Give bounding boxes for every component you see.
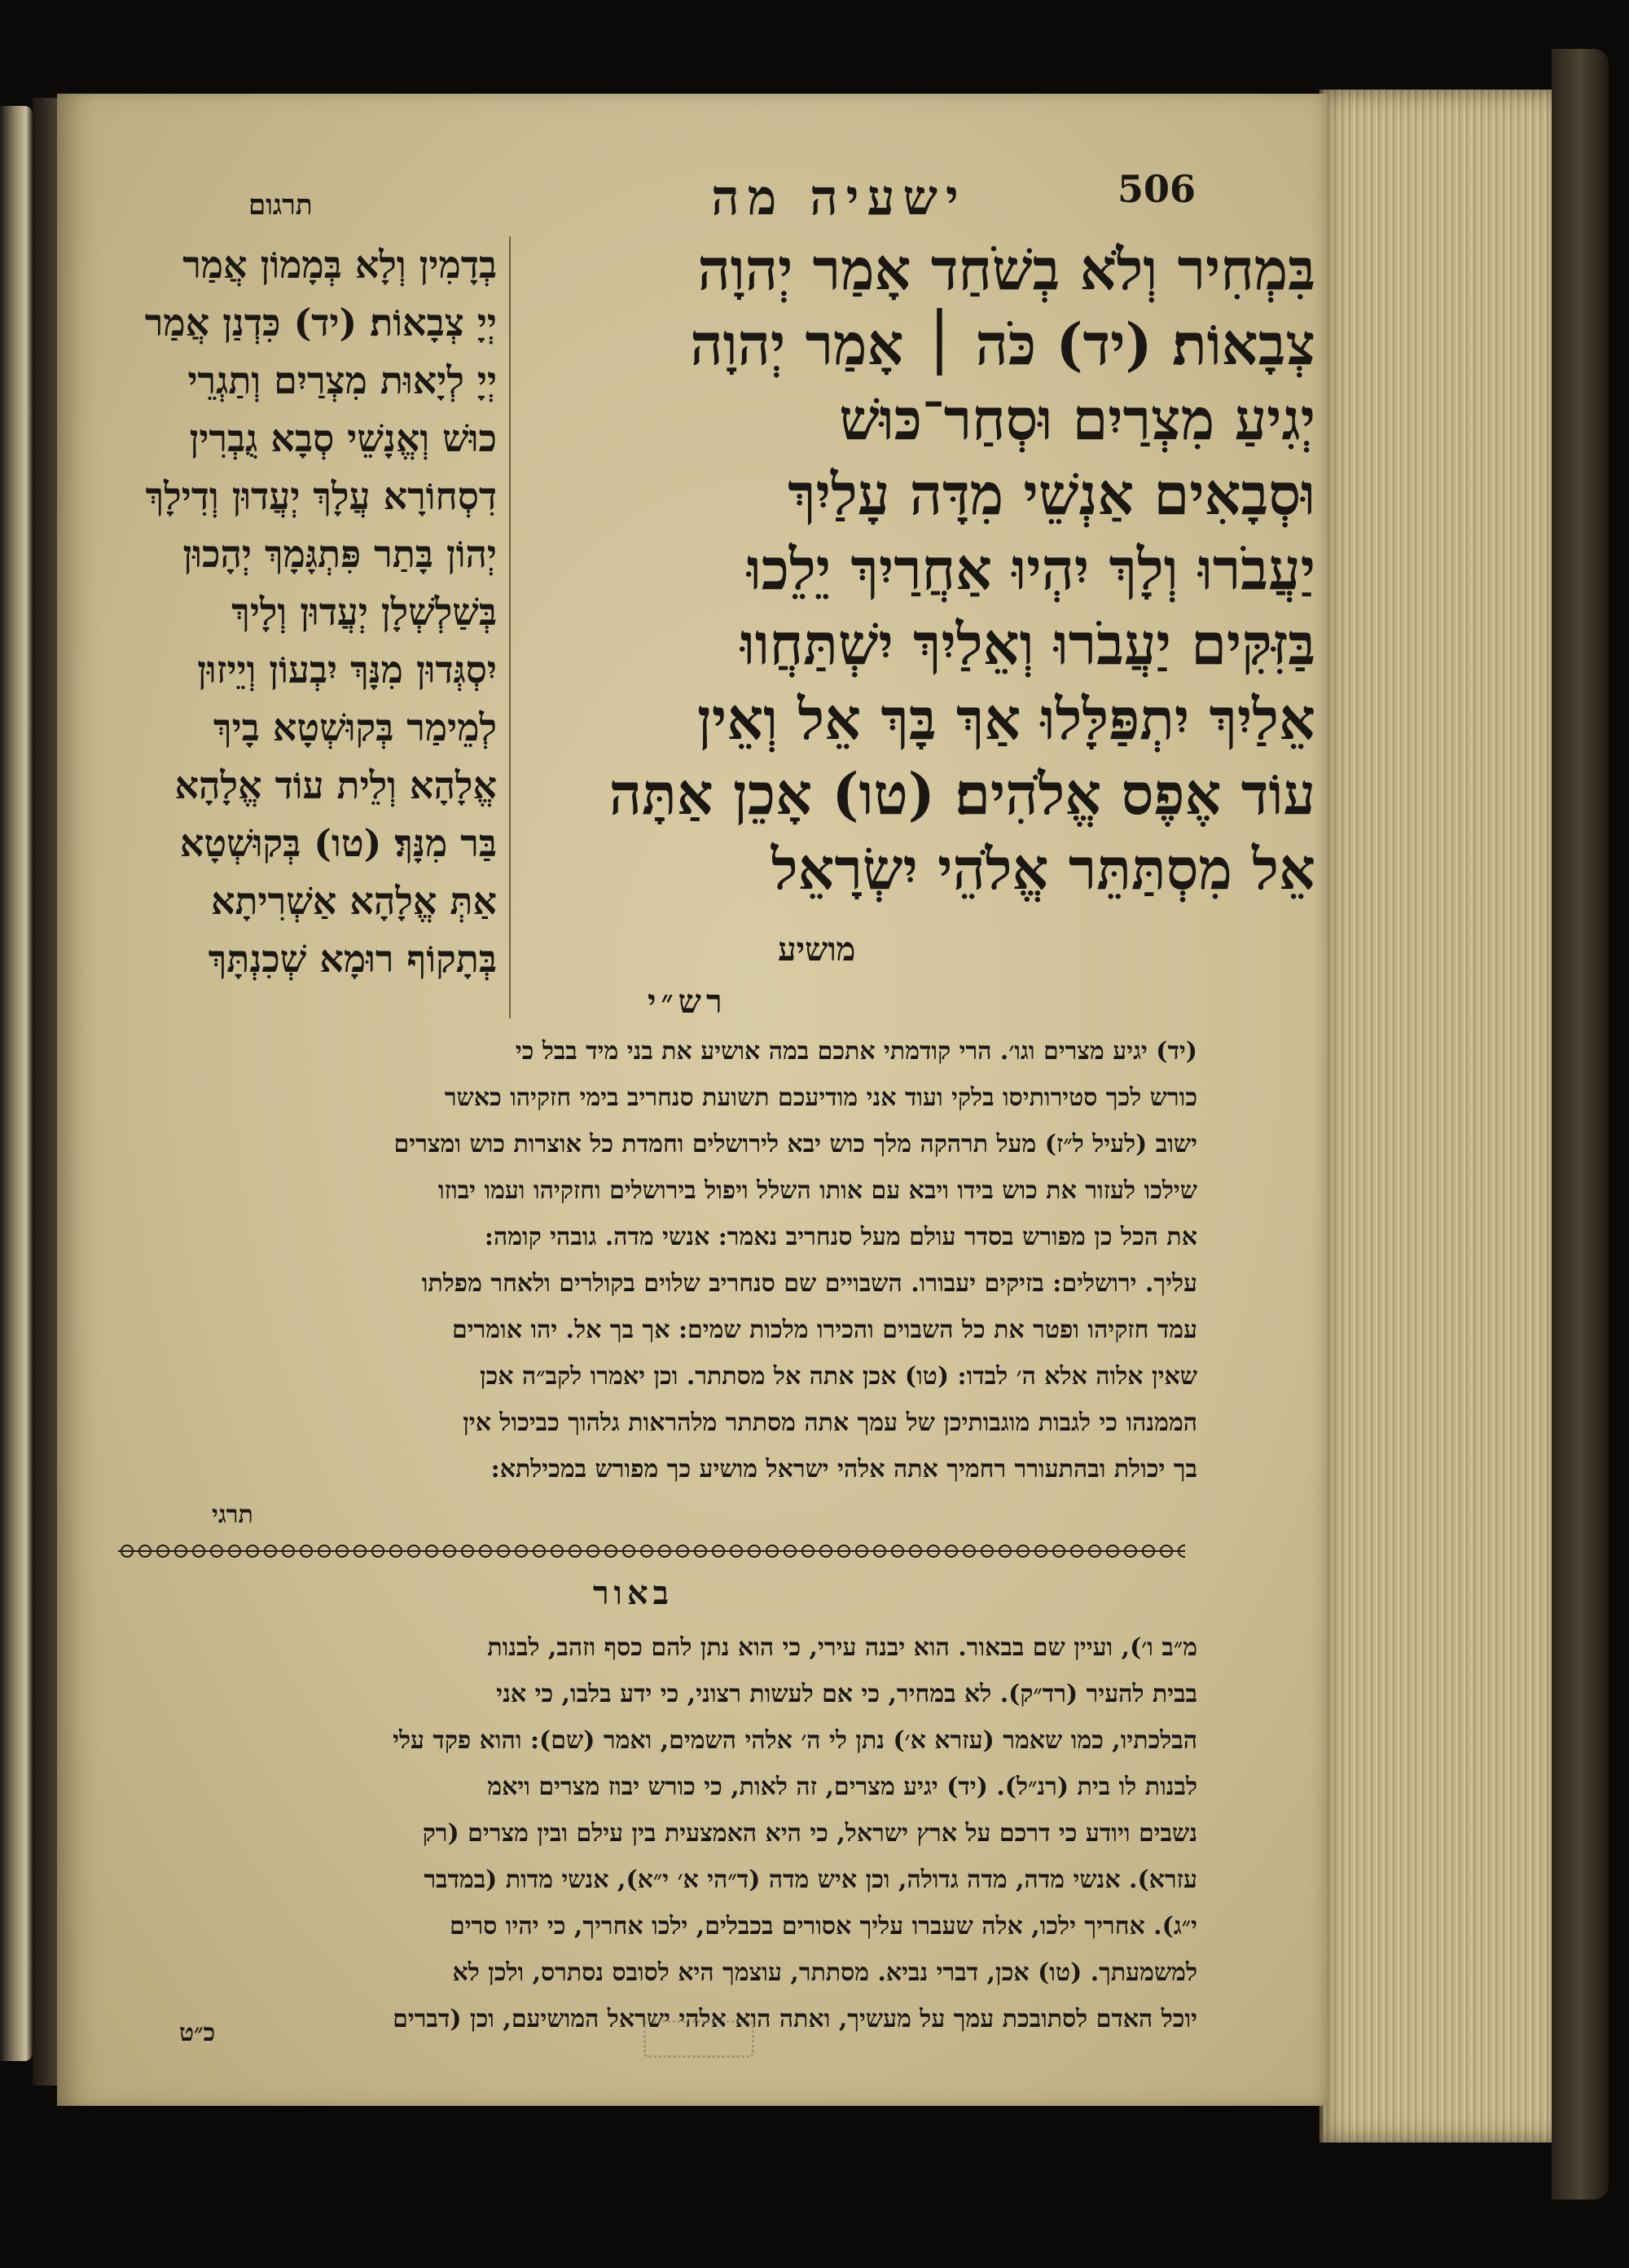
scripture-line: אֵלַיִךְ יִתְפַּלָּלוּ אַךְ בָּךְ אֵל וְאֵין [697,685,1315,753]
rashi-line: כורש לכך סטירותיסו בלקי ועוד אני מודיעכם תשועת סנחריב בימי חזקיהו כאשר [444,1083,1197,1112]
rashi-heading: רש״י [648,982,727,1021]
targum-line: אַתְּ אֱלָהָא אַשְׁרִיתָא [210,879,497,923]
rashi-catchword: תרגי [212,1501,253,1529]
scripture-text [525,232,1315,907]
running-title: ישעיה מה [711,169,967,226]
targum-line: אֱלָהָא וְלֵית עוֹד אֱלָהָא [174,763,497,807]
targum-line: יְיָ לְיָאוּת מִצְרַיִם וְתַגְרֵי [187,358,497,402]
rashi-line: הממנהו כי לגבות מוגבותיכן של עמך אתה מסתתר מלהראות גלהוך כביכול אין [463,1409,1197,1437]
biur-line: בבית להעיר (רד״ק). לא במחיר, כי אם לעשות רצוני, כי ידע בלבו, כי אני [496,1680,1197,1708]
scripture-line: עוֹד אֶפֶס אֱלֹהִים׃ (טו) אָכֵן אַתָּה [608,760,1315,828]
scripture-line: יְגִיעַ מִצְרַיִם וּסְחַר־כּוּשׁ [839,385,1315,453]
scripture-catchword: מושיע [778,930,856,969]
scripture-line: בַּזִּקִּים יַעֲבֹרוּ וְאֵלַיִךְ יִשְׁתַּחֲווּ [740,610,1315,678]
targum-line: כוּשׁ וְאֱנָשֵׁי סְבָא גֻבְרִין [189,416,497,460]
rashi-line: בך יכולת ובהתעורר רחמיך אתה אלהי ישראל מושיע כך מפורש במכילתא: [490,1455,1197,1483]
targum-heading: תרגום [248,189,313,222]
biur-commentary [106,1624,1197,2042]
biur-line: מ״ב ו׳), ועיין שם בבאור. הוא יבנה עירי, כי הוא נתן להם כסף וזהב, לבנות [487,1633,1197,1662]
scripture-line: יַעֲבֹרוּ וְלָךְ יִהְיוּ אַחֲרַיִךְ יֵלֵכוּ [746,535,1315,603]
scripture-line: וּסְבָאִים אַנְשֵׁי מִדָּה עָלַיִךְ [788,460,1315,528]
facing-page-edge [0,106,33,2061]
targum-line: לְמֵימַר בְּקוּשְׁטָא בָיךְ [213,705,497,749]
targum-line: בְּשַׁלְשְׁלָן יְעֲדוּן וְלָיךְ [231,590,497,634]
rashi-line: עמד חזקיהו ופטר את כל השבוים והכירו מלכות שמים: אך בך אל. יהו אומרים [451,1316,1197,1344]
rashi-line: שילכו לעזור את כוש בידו ויבא עם אותו השלל ויפול בירושלים וחזקיהו ועמו יבוזו [437,1176,1197,1205]
scripture-line: אֵל מִסְתַּתֵּר אֱלֹהֵי יִשְׂרָאֵל [771,835,1315,903]
targum-line: בְּתָקוֹף רוּמָא שְׁכִנְתָּךְ [208,937,497,981]
targum-line: יְהוֹן בָּתַר פִּתְגָּמָךְ יְהָכוּן [182,532,497,576]
rashi-line: עליך. ירושלים: בזיקים יעבורו. השבויים שם סנחריב שלוים בקולרים ולאחר מפלתו [421,1269,1197,1298]
targum-line: יְיָ צְבָאוֹת׃ (יד) כִּדְנַן אֲמַר [144,301,497,345]
ornamental-divider [118,1542,1185,1560]
scripture-line: צְבָאוֹת׃ (יד) כֹּה ׀ אָמַר יְהוָה [690,310,1315,378]
page-block-edges [1319,90,1567,2143]
scripture-line: בִּמְחִיר וְלֹא בְשֹׁחַד אָמַר יְהוָה [697,235,1315,303]
column-divider [509,236,511,1018]
rashi-line: את הכל כן מפורש בסדר עולם מעל סנחריב נאמר: אנשי מדה. גובהי קומה: [484,1223,1197,1251]
biur-line: לבנות לו בית (רנ״ל). (יד) יגיע מצרים, זה לאות, כי כורש יבוז מצרים ויאמ [487,1773,1197,1801]
biur-line: עזרא). אנשי מדה, מדה גדולה, וכן איש מדה (ד״הי א׳ י״א), אנשי מדות (במדבר [424,1866,1197,1894]
rashi-line: שאין אלוה אלא ה׳ לבדו: (טו) אכן אתה אל מסתתר. וכן יאמרו לקב״ה אכן [479,1362,1197,1391]
page-number: 506 [1117,167,1197,211]
biur-line: נשבים ויודע כי דרכם על ארץ ישראל, כי היא האמצעית בין עילם ובין מצרים (רק [422,1819,1197,1848]
biur-line: הבלכתיו, כמו שאמר (עזרא א׳) נתן לי ה׳ אלהי השמים, ואמר (שם): והוא פקד עלי [393,1726,1197,1755]
targum-line: דִסְחוֹרָא עֲלָךְ יְעֲדוּן וְדִילָךְ [145,474,497,518]
biur-line: י״ג). אחריך ילכו, אלה שעברו עליך אסורים בכבלים, ילכו אחריך, כי יהיו סרים [449,1912,1197,1941]
biur-line: יוכל האדם לסתובכת עמך על מעשיך, ואתה הוא אלהי ישראל המושיעם, וכן (דברים [393,2005,1197,2033]
targum-line: בְדָמִין וְלָא בְּמָמוֹן אֲמַר [182,243,497,287]
targum-line: יִסְגְּדוּן מִנָּךְ יִבְעוֹן וְיֵיזוּן [197,648,497,692]
faint-stamp [643,2020,754,2058]
biur-line: למשמעתך. (טו) אכן, דברי נביא. מסתתר, עוצמך היא לסובס נסתרס, ולכן לא [452,1958,1197,1987]
rashi-line: ישוב (לעיל ל״ז) מעל תרהקה מלך כוש יבא לירושלים וחמדת כל אוצרות כוש ומצרים [393,1130,1197,1158]
biur-catchword: כ״ט [179,2019,216,2047]
targum-column [106,236,497,988]
targum-line: בַּר מִנָּךְ׃ (טו) בְּקוּשְׁטָא [179,821,497,865]
rashi-commentary [106,1028,1197,1492]
rashi-line: (יד) יגיע מצרים וגו׳. הרי קודמתי אתכם במה אושיע את בני מיד בבל כי [515,1037,1197,1066]
biur-heading: באור [593,1574,674,1612]
book-cover [1552,49,1609,2200]
